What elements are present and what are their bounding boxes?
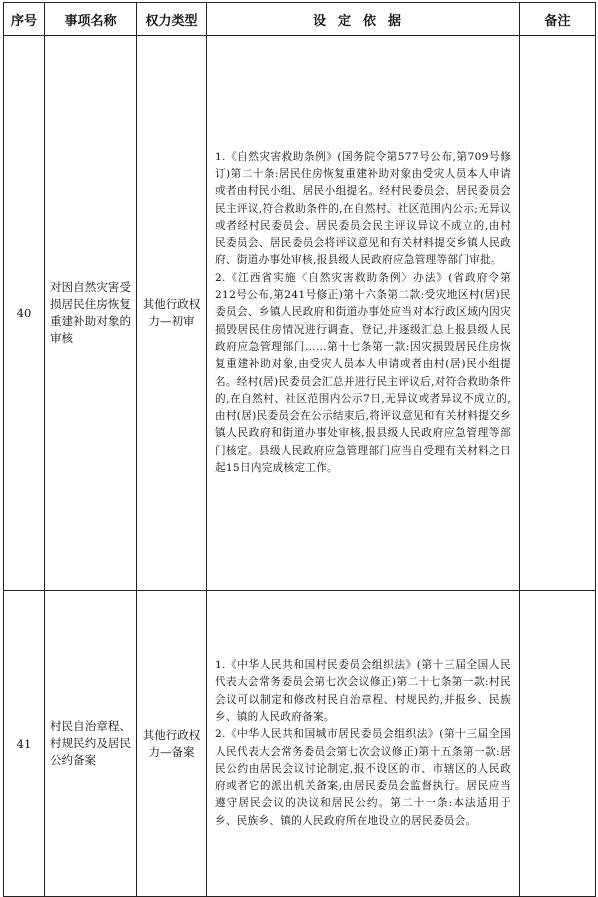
basis-paragraph: 2.《江西省实施〈自然灾害救助条例〉办法》(省政府令第212号公布,第241号修正)第十六条第二款:受灾地区村(居)民委员会、乡镇人民政府和街道办事处应当对本行政区域内因灾损毁居民住房情况进行调查、登记,并逐级汇总上报县级人民政府应急管理部门……第十七条第一款:因灾损毁居民住房恢复重建补助对象,由受灾人员本人申请或者由村(居)民小组提名。经村(居)民委员会汇总并进行民主评议后,对符合救助条件的,在自然村、社区范围内公示7日,无异议或者异议不成立的,由村(居)民委员会在公示结束后,将评议意见和有关材料提交乡镇人民政府和街道办事处审核,报县级人民政府应急管理等部门核定。县级人民政府应急管理部门应当自受理有关材料之日起15日内完成核定工作。 (215, 271, 511, 475)
item-name: 对因自然灾害受损居民住房恢复重建补助对象的审核 (45, 36, 137, 591)
table-header-row (4, 3, 596, 36)
header-basis: 设定依据 (207, 3, 520, 36)
power-type: 其他行政权力—备案 (137, 591, 207, 897)
row-number: 40 (4, 36, 45, 591)
header-note: 备注 (520, 3, 596, 36)
row-number: 41 (4, 591, 45, 897)
note-cell (520, 36, 596, 591)
header-no: 序号 (4, 3, 45, 36)
basis-paragraph: 1.《自然灾害救助条例》(国务院令第577号公布,第709号修订)第二十条:居民住房恢复重建补助对象由受灾人员本人申请或者由村民小组、居民小组提名。经村民委员会、居民委员会民主评议,符合救助条件的,在自然村、社区范围内公示;无异议或者经村民委员会、居民委员会民主评议异议不成立的,由村民委员会、居民委员会将评议意见和有关材料提交乡镇人民政府、街道办事处审核,报县级人民政府应急管理等部门审批。 (215, 150, 511, 267)
power-type: 其他行政权力—初审 (137, 36, 207, 591)
note-cell (520, 591, 596, 897)
legal-basis (207, 591, 520, 897)
basis-paragraph: 2.《中华人民共和国城市居民委员会组织法》(第十三届全国人民代表大会常务委员会第七次会议修正)第十五条第一款:居民公约由居民会议讨论制定,报不设区的市、市辖区的人民政府或者它的派出机关备案,由居民委员会监督执行。居民应当遵守居民会议的决议和居民公约。第二十一条:本法适用于乡、民族乡、镇的人民政府所在地设立的居民委员会。 (215, 728, 511, 827)
power-list-table (3, 2, 596, 897)
header-item: 事项名称 (45, 3, 137, 36)
item-name: 村民自治章程、村规民约及居民公约备案 (45, 591, 137, 897)
basis-paragraph: 1.《中华人民共和国村民委员会组织法》(第十三届全国人民代表大会常务委员会第七次会议修正)第二十七条第一款:村民会议可以制定和修改村民自治章程、村规民约,并报乡、民族乡、镇的人民政府备案。 (215, 659, 511, 723)
legal-basis (207, 36, 520, 591)
table-row (4, 591, 596, 897)
table-row (4, 36, 596, 591)
header-type: 权力类型 (137, 3, 207, 36)
